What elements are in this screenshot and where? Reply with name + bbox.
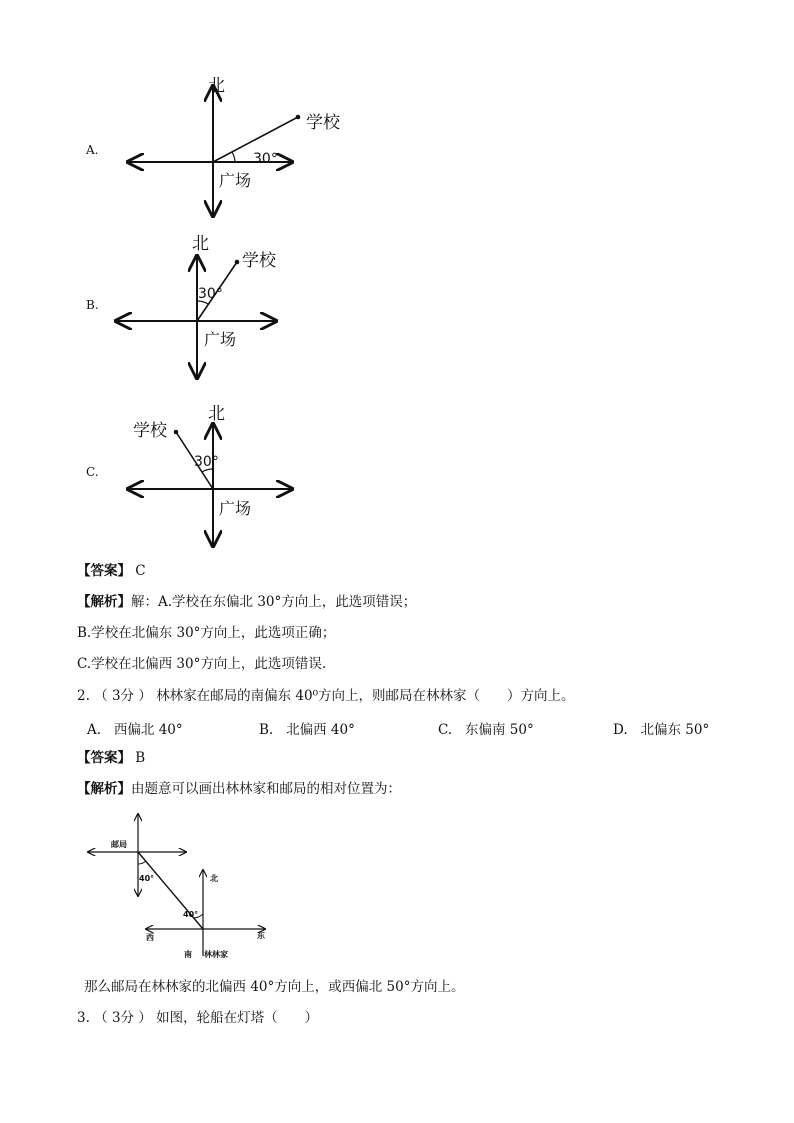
- answer-value: B: [135, 750, 146, 766]
- option-b-label: B.: [86, 298, 99, 312]
- analysis-text: 解：A.学校在东偏北 30°方向上，此选项错误；: [131, 594, 417, 610]
- north-label: 北: [208, 76, 225, 96]
- angle-label: 30°: [194, 454, 219, 470]
- q2-choice-a: [87, 718, 183, 738]
- option-c-diagram: [120, 398, 360, 558]
- analysis-tag: 【解析】: [77, 781, 131, 797]
- school-label: 学校: [242, 251, 276, 271]
- q2-conclusion: 那么邮局在林林家的北偏西 40°方向上，或西偏北 50°方向上。: [84, 979, 465, 995]
- q1-analysis-line-1: [77, 593, 416, 611]
- q2-choice-c: [438, 718, 534, 738]
- q1-analysis-line-3: C.学校在北偏西 30°方向上，此选项错误.: [77, 656, 327, 672]
- option-a-diagram: [120, 70, 360, 230]
- choice-letter: C.: [438, 722, 453, 738]
- q2-analysis-line: [77, 780, 401, 798]
- square-label: 广场: [204, 330, 237, 349]
- north-label: 北: [192, 234, 209, 254]
- q3-stem: 3. （ 3分 ） 如图，轮船在灯塔（ ）: [77, 1010, 319, 1026]
- north-label: 北: [208, 404, 225, 424]
- q2-choice-d: [613, 718, 709, 738]
- analysis-text: 由题意可以画出林林家和邮局的相对位置为：: [131, 781, 401, 797]
- school-label: 学校: [306, 113, 340, 133]
- choice-text: 西偏北 40°: [113, 722, 183, 738]
- east-label: 东: [257, 931, 265, 940]
- angle-2-label: 40°: [183, 910, 199, 919]
- post-office-label: 邮局: [111, 840, 127, 849]
- school-label: 学校: [133, 421, 167, 441]
- home-label: 林林家: [204, 950, 228, 959]
- q2-choice-b: [259, 718, 355, 738]
- answer-value: C: [135, 563, 146, 579]
- relative-position-diagram: [80, 808, 280, 968]
- south-label: 南: [184, 950, 192, 959]
- choice-text: 北偏西 40°: [286, 722, 355, 738]
- choice-text: 东偏南 50°: [465, 722, 534, 738]
- choice-letter: D.: [613, 722, 628, 738]
- choice-letter: A.: [87, 722, 102, 738]
- option-b-diagram: [108, 230, 348, 390]
- school-dot: [296, 115, 301, 120]
- q2-answer-line: [77, 749, 145, 767]
- option-c-label: C.: [86, 465, 99, 479]
- answer-tag: 【答案】: [77, 563, 131, 579]
- west-label: 西: [146, 933, 154, 942]
- q1-analysis-line-2: B.学校在北偏东 30°方向上，此选项正确；: [77, 625, 336, 641]
- answer-tag: 【答案】: [77, 750, 131, 766]
- square-label: 广场: [219, 499, 252, 518]
- school-dot: [235, 260, 240, 265]
- angle-arc: [232, 152, 235, 162]
- choice-letter: B.: [259, 722, 274, 738]
- q2-stem: 2. （ 3分 ） 林林家在邮局的南偏东 40⁰方向上，则邮局在林林家（ ）方向上。: [77, 688, 575, 704]
- square-label: 广场: [219, 171, 252, 190]
- option-a-label: A.: [86, 143, 99, 157]
- choice-text: 北偏东 50°: [640, 722, 710, 738]
- angle-1-label: 40°: [139, 874, 155, 883]
- school-dot: [174, 430, 179, 435]
- analysis-tag: 【解析】: [77, 594, 131, 610]
- north-label: 北: [210, 874, 218, 883]
- angle-label: 30°: [198, 286, 223, 302]
- angle-arc-1: [138, 861, 146, 864]
- q1-answer-line: [77, 562, 146, 580]
- angle-label: 30°: [253, 151, 278, 167]
